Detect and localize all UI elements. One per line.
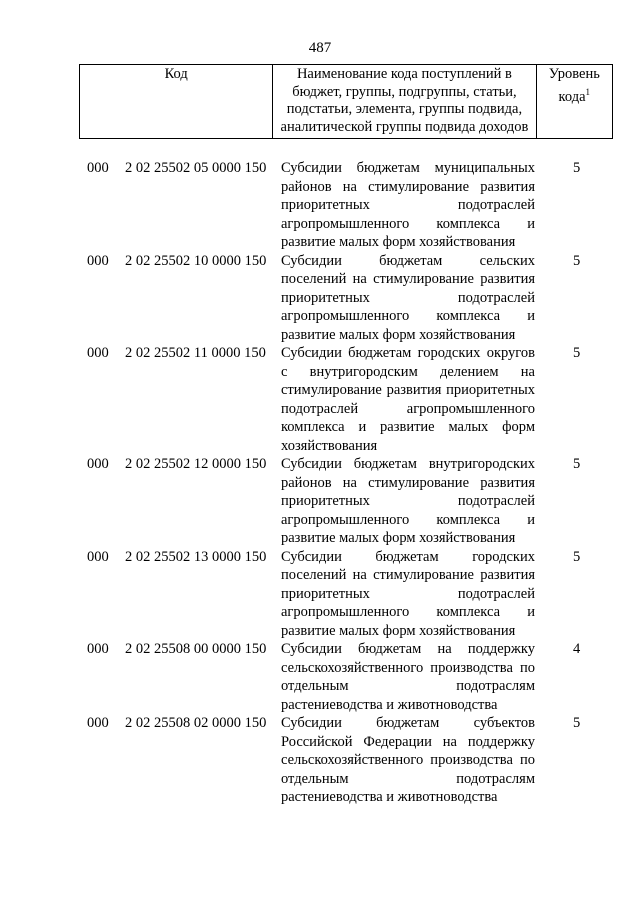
row-level: 5 xyxy=(573,252,581,269)
row-prefix: 000 xyxy=(87,641,109,657)
row-prefix: 000 xyxy=(87,548,109,565)
row-level: 5 xyxy=(573,456,581,472)
row-name: Субсидии бюджетам городских поселений на стимулирование развития приоритетных подотраслей агропромышленного комплекса и развитие малых форм хозяйствования xyxy=(281,548,535,639)
row-prefix: 000 xyxy=(87,456,109,472)
table-header xyxy=(79,64,613,139)
table-row xyxy=(79,344,613,455)
row-prefix: 000 xyxy=(87,715,109,731)
header-level-footnote: 1 xyxy=(585,86,591,97)
row-name: Субсидии бюджетам городских округов с внутригородским делением на стимулирование развития приоритетных подотраслей агропромышленного комплекса и развитие малых форм хозяйствования xyxy=(281,345,535,454)
row-level: 5 xyxy=(573,345,581,361)
page-number: 487 xyxy=(308,40,332,56)
header-level: Уровень кода xyxy=(548,66,600,105)
row-name: Субсидии бюджетам муниципальных районов на стимулирование развития приоритетных подотраслей агропромышленного комплекса и развитие малых форм хозяйствования xyxy=(281,160,535,250)
table-row xyxy=(79,640,613,714)
header-code: Код xyxy=(80,65,273,139)
row-prefix: 000 xyxy=(87,252,109,269)
row-level: 5 xyxy=(573,715,581,731)
header-name: Наименование кода поступлений в бюджет, группы, подгруппы, статьи, подстатьи, элемента, группы подвида, аналитической группы подвида доходов xyxy=(273,65,536,139)
row-level: 5 xyxy=(573,548,581,565)
row-code: 2 02 25508 02 0000 150 xyxy=(125,715,267,731)
header-level-cell xyxy=(536,65,612,139)
row-code: 2 02 25502 12 0000 150 xyxy=(125,456,267,472)
row-level: 5 xyxy=(573,160,581,176)
row-code: 2 02 25502 10 0000 150 xyxy=(125,252,267,269)
row-name: Субсидии бюджетам сельских поселений на стимулирование развития приоритетных подотраслей агропромышленного комплекса и развитие малых форм хозяйствования xyxy=(281,252,535,343)
table-row xyxy=(79,252,613,345)
row-prefix: 000 xyxy=(87,160,109,176)
row-code: 2 02 25508 00 0000 150 xyxy=(125,641,267,657)
table-row xyxy=(79,455,613,548)
row-code: 2 02 25502 11 0000 150 xyxy=(125,345,266,361)
table-body xyxy=(79,159,613,807)
row-level: 4 xyxy=(573,641,581,657)
row-name: Субсидии бюджетам внутригородских районов на стимулирование развития приоритетных подотраслей агропромышленного комплекса и развитие малых форм хозяйствования xyxy=(281,456,535,546)
table-row xyxy=(79,548,613,641)
row-name: Субсидии бюджетам субъектов Российской Федерации на поддержку сельскохозяйственного производства по отдельным подотраслям растениеводства и животноводства xyxy=(281,715,535,805)
row-name: Субсидии бюджетам на поддержку сельскохозяйственного производства по отдельным подотраслям растениеводства и животноводства xyxy=(281,641,535,713)
row-prefix: 000 xyxy=(87,345,109,361)
row-code: 2 02 25502 05 0000 150 xyxy=(125,160,267,176)
table-row xyxy=(79,714,613,807)
table-row xyxy=(79,159,613,252)
row-code: 2 02 25502 13 0000 150 xyxy=(125,548,267,565)
